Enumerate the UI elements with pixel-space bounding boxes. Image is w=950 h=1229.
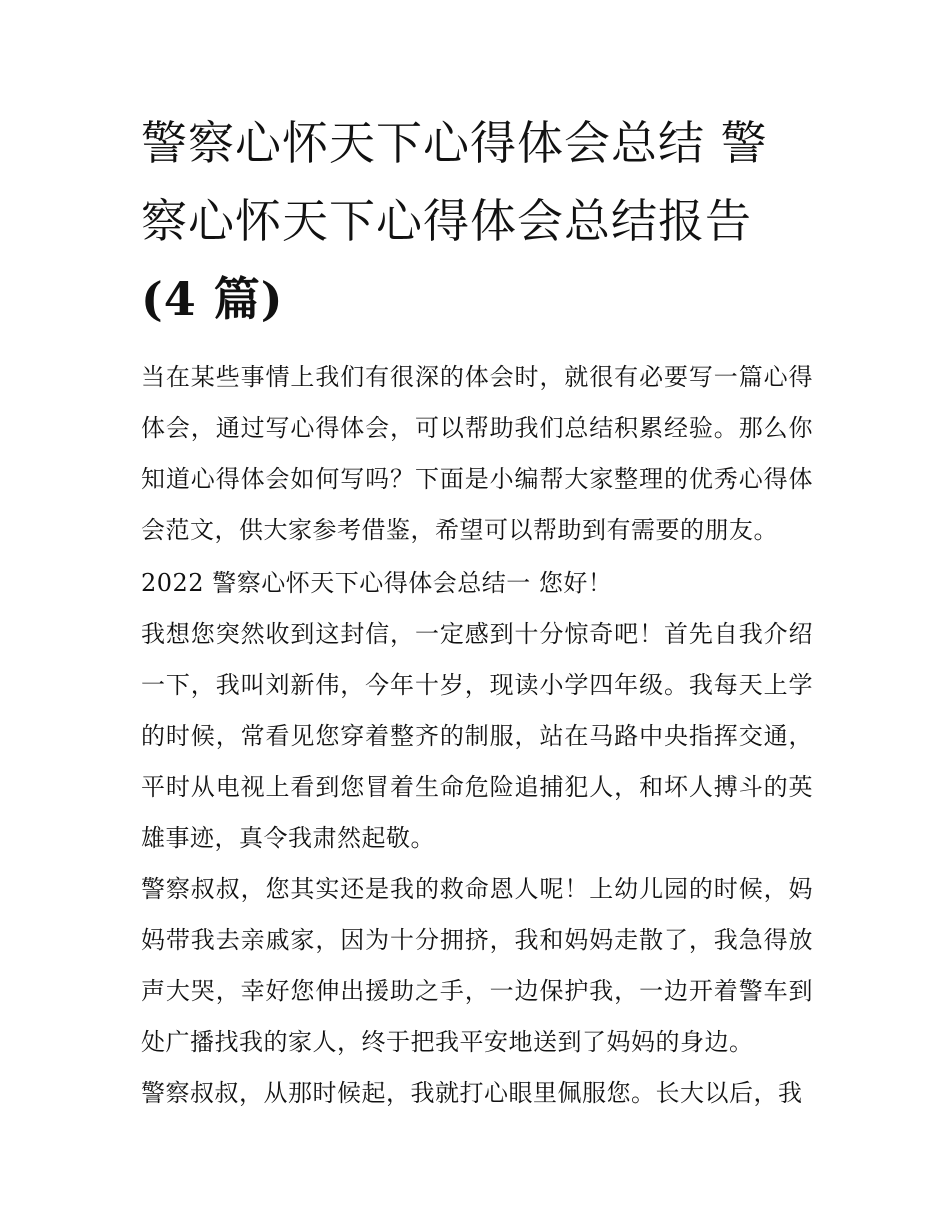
document-body [141, 104, 813, 1119]
title-main-text: 警察心怀天下心得体会总结 警察心怀天下心得体会总结报告 [141, 116, 768, 248]
intro-paragraph: 当在某些事情上我们有很深的体会时，就很有必要写一篇心得体会，通过写心得体会，可以帮助我们总结积累经验。那么你知道心得体会如何写吗？下面是小编帮大家整理的优秀心得体会范文，供大家参考借鉴，希望可以帮助到有需要的朋友。 [141, 363, 813, 544]
body-paragraph-admiration: 警察叔叔，从那时候起，我就打心眼里佩服您。长大以后，我 [141, 1079, 803, 1107]
body-paragraph-rescue-story: 警察叔叔，您其实还是我的救命恩人呢！上幼儿园的时候，妈妈带我去亲戚家，因为十分拥挤，我和妈妈走散了，我急得放声大哭，幸好您伸出援助之手，一边保护我，一边开着警车到处广播找我的家人，终于把我平安地送到了妈妈的身边。 [141, 875, 813, 1056]
document-title [141, 104, 813, 338]
title-count-text: (4 篇) [141, 272, 284, 326]
section-heading-paragraph: 2022 警察心怀天下心得体会总结一 您好！ [141, 569, 613, 597]
body-paragraph-self-introduction: 我想您突然收到这封信，一定感到十分惊奇吧！首先自我介绍一下，我叫刘新伟，今年十岁，现读小学四年级。我每天上学的时候，常看见您穿着整齐的制服，站在马路中央指挥交通，平时从电视上看到您冒着生命危险追捕犯人，和坏人搏斗的英雄事迹，真令我肃然起敬。 [141, 620, 813, 852]
